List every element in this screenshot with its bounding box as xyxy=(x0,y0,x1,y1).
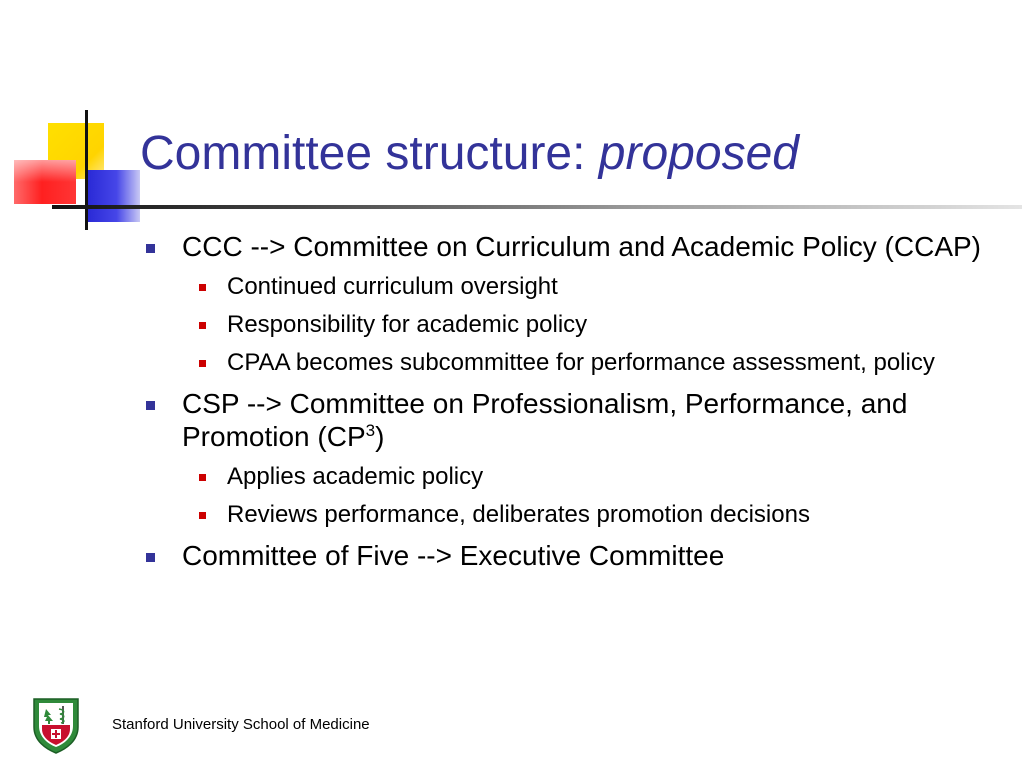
bullet-item xyxy=(140,539,1010,572)
decoration-red-highlight xyxy=(14,160,76,204)
sub-bullet-item xyxy=(182,348,1010,378)
sub-bullet-text: CPAA becomes subcommittee for performance assessment, policy xyxy=(227,349,935,376)
sub-bullet-list xyxy=(182,462,1010,530)
bullet-text: CCC --> Committee on Curriculum and Academic Policy (CCAP) xyxy=(182,231,981,262)
bullet-text-closing: ) xyxy=(375,421,385,452)
slide-title xyxy=(140,127,799,180)
bullet-item xyxy=(140,387,1010,530)
slide-title-emphasis: proposed xyxy=(598,127,799,180)
square-bullet-icon xyxy=(199,360,206,367)
sub-bullet-item xyxy=(182,462,1010,492)
sub-bullet-text: Applies academic policy xyxy=(227,463,484,490)
sub-bullet-item xyxy=(182,310,1010,340)
bullet-text: Committee of Five --> Executive Committee xyxy=(182,540,725,571)
title-decoration xyxy=(0,0,140,240)
square-bullet-icon xyxy=(199,512,206,519)
bullet-item xyxy=(140,230,1010,378)
sub-bullet-text: Reviews performance, deliberates promotion decisions xyxy=(227,501,810,528)
sub-bullet-item xyxy=(182,272,1010,302)
bullet-list xyxy=(140,230,1010,572)
bullet-text: CSP --> Committee on Professionalism, Performance, and Promotion (CP xyxy=(182,388,908,452)
superscript-three: 3 xyxy=(365,421,376,440)
sub-bullet-text: Continued curriculum oversight xyxy=(227,273,558,300)
square-bullet-icon xyxy=(146,553,155,562)
slide-body xyxy=(140,230,1010,577)
decoration-blue-square xyxy=(88,170,140,222)
sub-bullet-text: Responsibility for academic policy xyxy=(227,311,588,338)
sub-bullet-item xyxy=(182,500,1010,530)
square-bullet-icon xyxy=(146,401,155,410)
slide-title-main: Committee structure: xyxy=(140,127,599,180)
square-bullet-icon xyxy=(199,474,206,481)
square-bullet-icon xyxy=(199,284,206,291)
decoration-vertical-line xyxy=(85,110,88,230)
square-bullet-icon xyxy=(199,322,206,329)
footer-institution: Stanford University School of Medicine xyxy=(112,716,370,733)
square-bullet-icon xyxy=(146,244,155,253)
stanford-medicine-shield-icon xyxy=(32,697,80,755)
title-underline xyxy=(52,205,1022,209)
sub-bullet-list xyxy=(182,272,1010,378)
